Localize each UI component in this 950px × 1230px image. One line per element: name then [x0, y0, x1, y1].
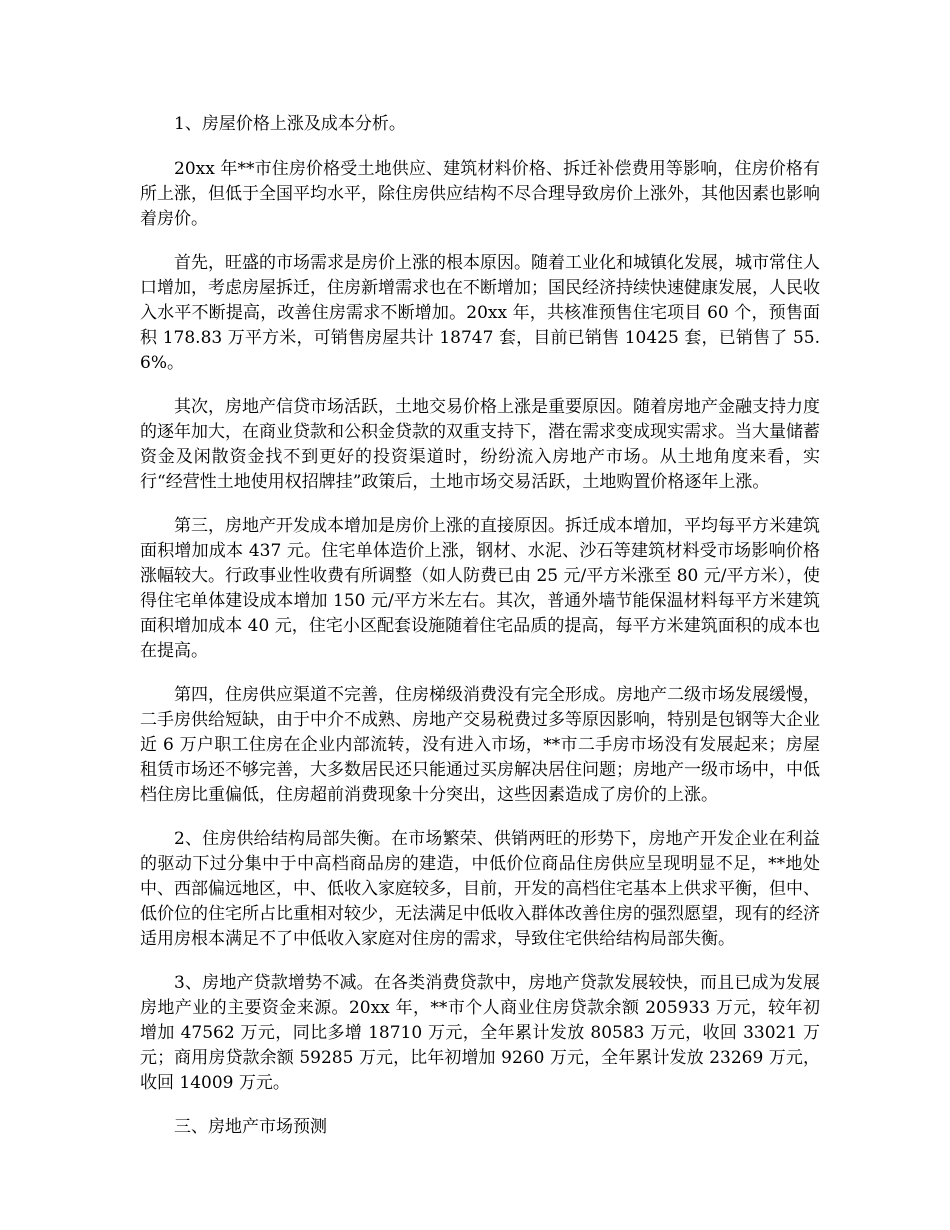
paragraph-credit-land: 其次，房地产信贷市场活跃，土地交易价格上涨是重要原因。随着房地产金融支持力度的逐年加大，在商业贷款和公积金贷款的双重支持下，潜在需求变成现实需求。当大量储蓄资金及闲散资金找不到更好的投资渠道时，纷纷流入房地产市场。从土地角度来看，实行“经营性土地使用权招牌挂”政策后，土地市场交易活跃，土地购置价格逐年上涨。: [140, 397, 820, 492]
paragraph-price-overview: 20xx 年**市住房价格受土地供应、建筑材料价格、拆迁补偿费用等影响，住房价格有所上涨，但低于全国平均水平，除住房供应结构不尽合理导致房价上涨外，其他因素也影响着房价。: [140, 159, 820, 229]
section-heading-forecast: 三、房地产市场预测: [174, 1117, 327, 1137]
paragraph-real-estate-loans: 3、房地产贷款增势不减。在各类消费贷款中，房地产贷款发展较快，而且已成为发展房地产业的主要资金来源。20xx 年，**市个人商业住房贷款余额 205933 万元，较年初增加 47562 万元，同比多增 18710 万元，全年累计发放 80583 万元，收回 33021 万元；商用房贷款余额 59285 万元，比年初增加 9260 万元，全年累计发放 23269 万元，收回 14009 万元。: [140, 973, 820, 1093]
paragraph-development-cost: 第三，房地产开发成本增加是房价上涨的直接原因。拆迁成本增加，平均每平方米建筑面积增加成本 437 元。住宅单体造价上涨，钢材、水泥、沙石等建筑材料受市场影响价格涨幅较大。行政事业性收费有所调整（如人防费已由 25 元/平方米涨至 80 元/平方米），使得住宅单体建设成本增加 150 元/平方米左右。其次，普通外墙节能保温材料每平方米建筑面积增加成本 40 元，住宅小区配套设施随着住宅品质的提高，每平方米建筑面积的成本也在提高。: [140, 516, 820, 661]
paragraph-market-demand: 首先，旺盛的市场需求是房价上涨的根本原因。随着工业化和城镇化发展，城市常住人口增加，考虑房屋拆迁，住房新增需求也在不断增加；国民经济持续快速健康发展，人民收入水平不断提高，改善住房需求不断增加。20xx 年，共核准预售住宅项目 60 个，预售面积 178.83 万平方米，可销售房屋共计 18747 套，目前已销售 10425 套，已销售了 55.6%。: [140, 253, 820, 373]
document-body: [140, 112, 820, 1160]
paragraph-supply-channel: 第四，住房供应渠道不完善，住房梯级消费没有完全形成。房地产二级市场发展缓慢，二手房供给短缺，由于中介不成熟、房地产交易税费过多等原因影响，特别是包钢等大企业近 6 万户职工住房在企业内部流转，没有进入市场，**市二手房市场没有发展起来；房屋租赁市场还不够完善，大多数居民还只能通过买房解决居住问题；房地产一级市场中，中低档住房比重偏低，住房超前消费现象十分突出，这些因素造成了房价的上涨。: [140, 685, 820, 805]
section-heading-1: 1、房屋价格上涨及成本分析。: [174, 114, 406, 134]
paragraph-supply-structure: 2、住房供给结构局部失衡。在市场繁荣、供销两旺的形势下，房地产开发企业在利益的驱动下过分集中于中高档商品房的建造，中低价位商品住房供应呈现明显不足，**地处中、西部偏远地区，中、低收入家庭较多，目前，开发的高档住宅基本上供求平衡，但中、低价位的住宅所占比重相对较少，无法满足中低收入群体改善住房的强烈愿望，现有的经济适用房根本满足不了中低收入家庭对住房的需求，导致住宅供给结构局部失衡。: [140, 829, 820, 949]
